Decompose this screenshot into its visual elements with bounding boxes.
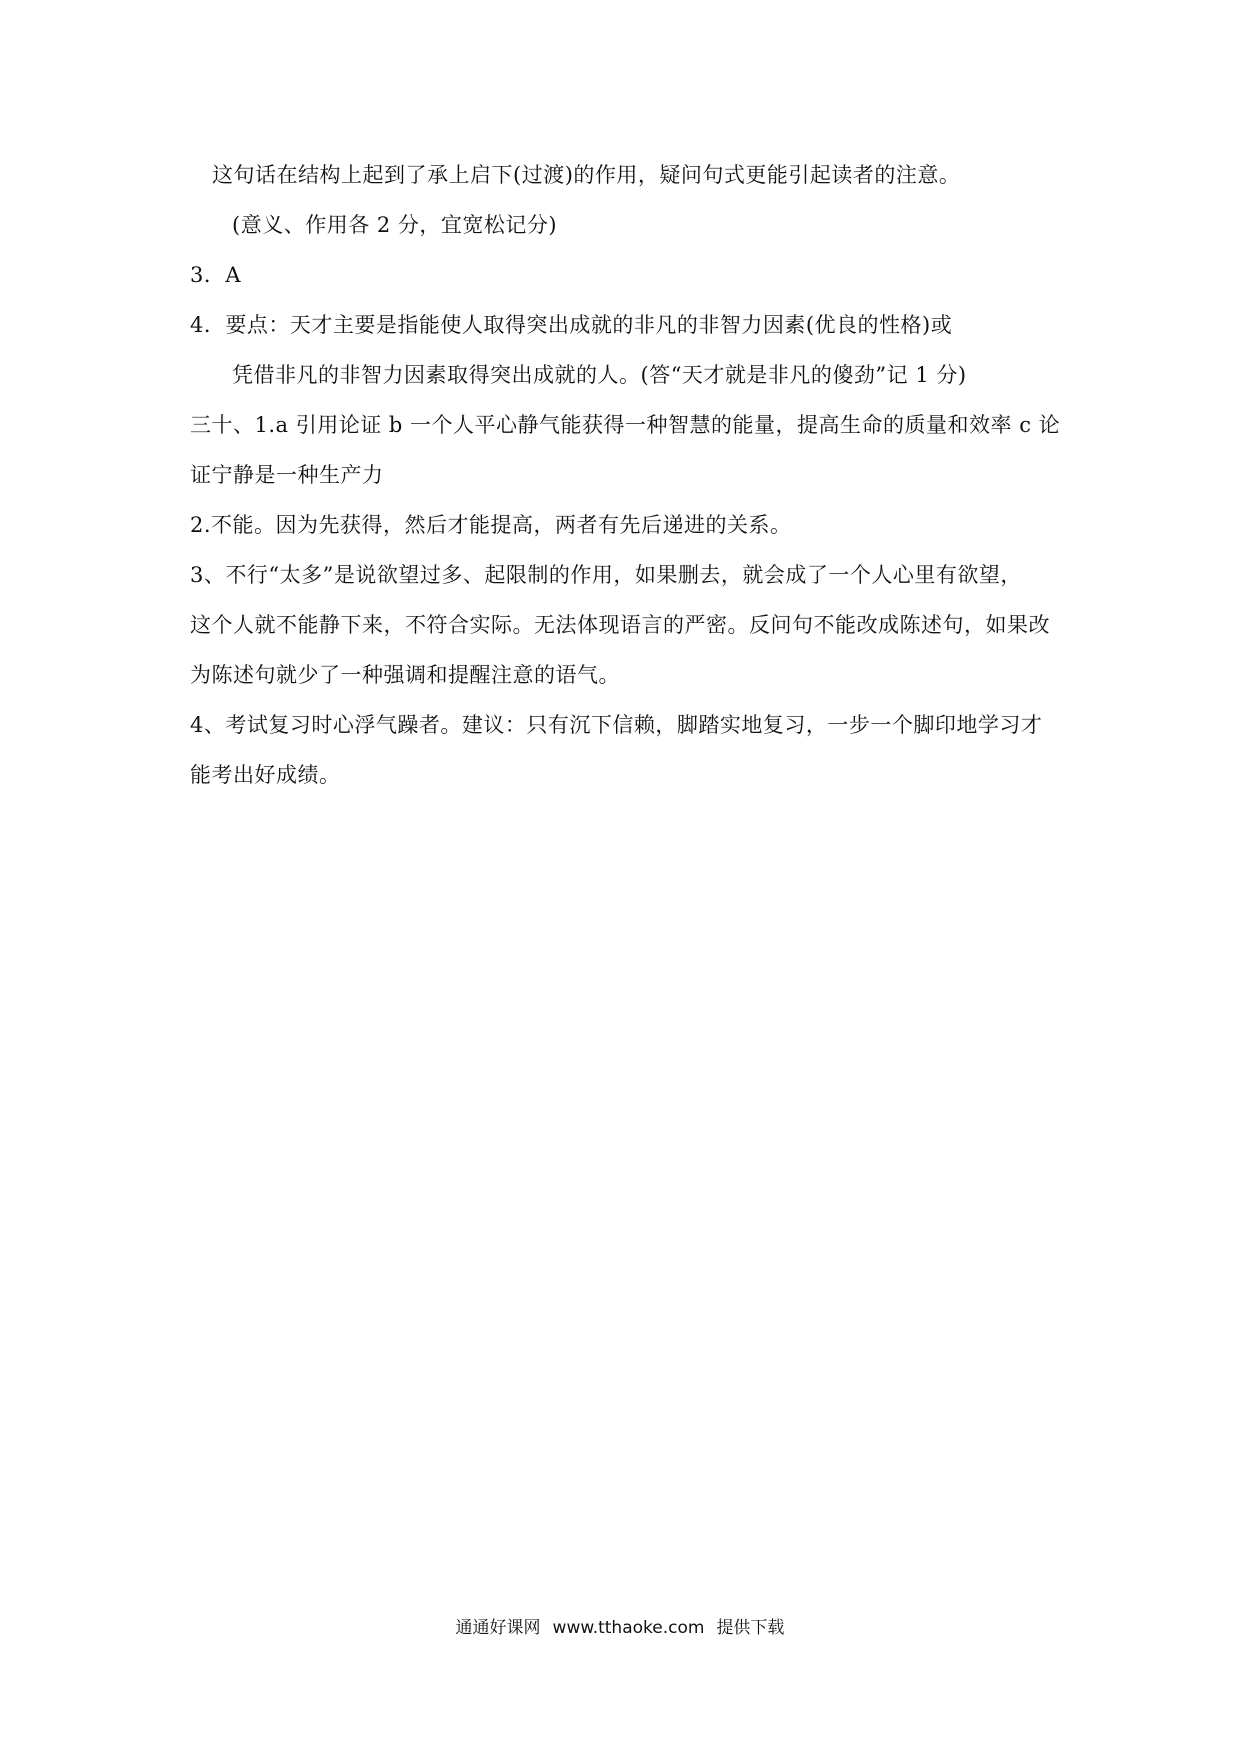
footer-url[interactable]: www.tthaoke.com (552, 1618, 705, 1638)
page-footer (0, 1616, 1240, 1640)
answer-line-scoring-note: (意义、作用各 2 分，宜宽松记分) (232, 213, 558, 237)
answer-line-30-q3-continued-1: 这个人就不能静下来，不符合实际。无法体现语言的严密。反问句不能改成陈述句，如果改 (190, 613, 1050, 637)
answer-line-q3: 3．A (190, 263, 242, 287)
answer-line-30-q3: 3、不行“太多”是说欲望过多、起限制的作用，如果删去，就会成了一个人心里有欲望， (190, 563, 1022, 587)
answer-line-structure: 这句话在结构上起到了承上启下(过渡)的作用，疑问句式更能引起读者的注意。 (212, 163, 961, 187)
answer-line-30-q3-continued-2: 为陈述句就少了一种强调和提醒注意的语气。 (190, 663, 620, 687)
answer-line-q4-continued: 凭借非凡的非智力因素取得突出成就的人。(答“天才就是非凡的傻劲”记 1 分) (232, 363, 967, 387)
answer-line-q4: 4．要点：天才主要是指能使人取得突出成就的非凡的非智力因素(优良的性格)或 (190, 313, 953, 337)
footer-suffix: 提供下载 (716, 1618, 785, 1638)
answer-line-section-30-continued: 证宁静是一种生产力 (190, 463, 384, 487)
answer-line-30-q4: 4、考试复习时心浮气躁者。建议：只有沉下信赖，脚踏实地复习，一步一个脚印地学习才 (190, 713, 1043, 737)
answer-line-30-q2: 2.不能。因为先获得，然后才能提高，两者有先后递进的关系。 (190, 513, 792, 537)
answer-line-30-q4-continued: 能考出好成绩。 (190, 763, 341, 787)
answer-line-section-30: 三十、1.a 引用论证 b 一个人平心静气能获得一种智慧的能量，提高生命的质量和效率 c 论 (190, 413, 1061, 437)
footer-site-name: 通通好课网 (455, 1618, 541, 1638)
